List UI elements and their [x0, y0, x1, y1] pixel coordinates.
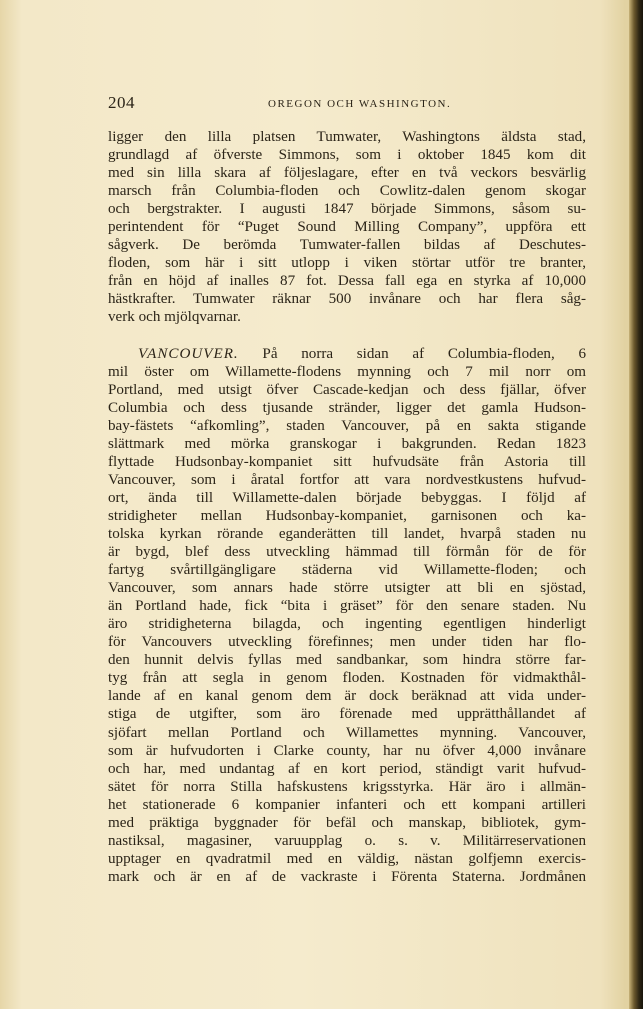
paragraph-gap	[108, 327, 586, 345]
text-line: grundlagd af öfverste Simmons, som i oktober 1845 kom dit	[108, 147, 586, 164]
text-line: lande af en kanal genom dem är dock beräknad att vida under-	[108, 688, 586, 705]
book-spine	[629, 0, 643, 1009]
text-line: mark och är en af de vackraste i Förenta Staterna. Jordmånen	[108, 868, 586, 885]
page-number: 204	[108, 93, 135, 112]
paragraph-tumwater	[108, 128, 586, 327]
text-line: för Vancouvers utveckling förefinnes; men under tiden har flo-	[108, 634, 586, 651]
text-line: marsch från Columbia-floden och Cowlitz-dalen genom skogar	[108, 183, 586, 200]
text-line: stridigheter mellan Hudsonbay-kompaniet, garnisonen och ka-	[108, 507, 586, 524]
text-line: sätet för norra Stilla hafskustens krigsstyrka. Här äro i allmän-	[108, 778, 586, 795]
section-heading: VANCOUVER.	[138, 345, 239, 362]
text-line: är bygd, blef dess utveckling hämmad till förmån för de för	[108, 544, 586, 561]
text-line: ligger den lilla platsen Tumwater, Washingtons äldsta stad,	[108, 129, 586, 145]
text-line: som är hufvudorten i Clarke county, har nu öfver 4,000 invånare	[108, 742, 586, 759]
text-line: än Portland hade, fick “bita i gräset” för den senare staden. Nu	[108, 598, 586, 615]
text-line: Vancouver, som i åratal fortfor att vara nordvestkustens hufvud-	[108, 471, 586, 488]
text-line: het stationerade 6 kompanier infanteri och ett kompani artilleri	[108, 796, 586, 813]
text-line: den hunnit delvis fyllas med sandbankar, som hindra större far-	[108, 652, 586, 669]
page-header	[108, 93, 586, 115]
text-line: fartyg svårtillgängligare städerna vid Willamette-floden; och	[108, 562, 586, 579]
running-title: OREGON OCH WASHINGTON.	[268, 98, 452, 110]
text-line: perintendent för “Puget Sound Milling Company”, uppföra ett	[108, 219, 586, 236]
text-line: hästkrafter. Tumwater räknar 500 invånare och har flera såg-	[108, 291, 586, 308]
text-line: Portland, med utsigt öfver Cascade-kedjan och dess fjällar, öfver	[108, 381, 586, 398]
text-line: och har, med undantag af en kort period, ständigt varit hufvud-	[108, 760, 586, 777]
body-text	[108, 128, 586, 886]
text-line: Vancouver, som annars hade större utsigter att bli en sjöstad,	[108, 580, 586, 597]
text-line: floden, som här i sitt utlopp i viken störtar utför tre branter,	[108, 255, 586, 272]
text-line: bay-fästets “afkomling”, staden Vancouver, på en sakta stigande	[108, 417, 586, 434]
text-line-first	[108, 345, 586, 363]
text-line: ort, ända till Willamette-dalen började bebyggas. I följd af	[108, 489, 586, 506]
text-line: mil öster om Willamette-flodens mynning och 7 mil norr om	[108, 363, 586, 380]
text-line: upptager en qvadratmil med en väldig, nästan golfjemn exercis-	[108, 850, 586, 867]
text-line: tolska kyrkan rörande eganderätten till landet, hvarpå staden nu	[108, 525, 586, 542]
text-line: sjöfart mellan Portland och Willamettes mynning. Vancouver,	[108, 724, 586, 741]
text-line: från en höjd af inalles 87 fot. Dessa fall ega en styrka af 10,000	[108, 273, 586, 290]
text-line: tyg från att segla in genom floden. Kostnaden för vidmakthål-	[108, 670, 586, 687]
paragraph-vancouver	[108, 345, 586, 886]
text-line: sågverk. De berömda Tumwater-fallen bildas af Deschutes-	[108, 237, 586, 254]
text-line: stiga de utgifter, som äro förenade med upprätthållandet af	[108, 706, 586, 723]
text-line: Columbia och dess tjusande stränder, ligger det gamla Hudson-	[108, 399, 586, 416]
text-line: och bergstrakter. I augusti 1847 började Simmons, såsom su-	[108, 201, 586, 218]
text-line: med präktiga byggnader för befäl och manskap, bibliotek, gym-	[108, 814, 586, 831]
text-line: verk och mjölqvarnar.	[108, 309, 241, 326]
text-line: flyttade Hudsonbay-kompaniet sitt hufvudsäte från Astoria till	[108, 453, 586, 470]
text-line: äro stridigheterna bilagda, och ingenting egentligen hinderligt	[108, 616, 586, 633]
text-line: nastiksal, magasiner, varuupplag o. s. v. Militärreservationen	[108, 832, 586, 849]
text-line: med sin lilla skara af följeslagare, efter en två veckors besvärlig	[108, 165, 586, 182]
heading-line-text: På norra sidan af Columbia-floden, 6	[262, 345, 586, 362]
text-line: slättmark med mörka granskogar i bakgrunden. Redan 1823	[108, 435, 586, 452]
